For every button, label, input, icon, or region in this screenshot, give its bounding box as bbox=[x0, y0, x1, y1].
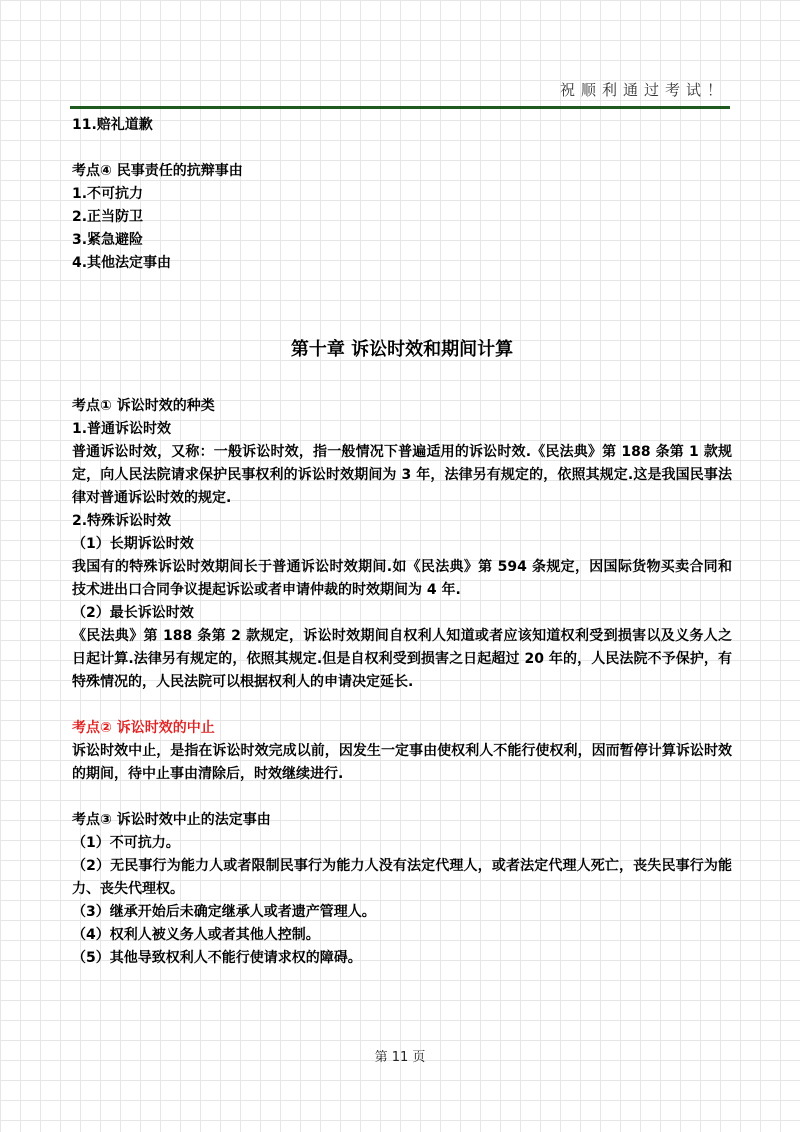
spacer bbox=[72, 137, 732, 160]
header-motto: 祝顺利通过考试！ bbox=[559, 81, 728, 99]
subsection-heading: 1.普通诉讼时效 bbox=[72, 421, 172, 437]
list-item: （5）其他导致权利人不能行使请求权的障碍。 bbox=[72, 950, 362, 966]
list-item: 4.其他法定事由 bbox=[72, 255, 172, 271]
list-item: （4）权利人被义务人或者其他人控制。 bbox=[72, 927, 320, 943]
list-item: （1）不可抗力。 bbox=[72, 835, 180, 851]
spacer bbox=[72, 786, 732, 809]
list-item: 1.不可抗力 bbox=[72, 186, 144, 202]
list-item: （2）无民事行为能力人或者限制民事行为能力人没有法定代理人，或者法定代理人死亡，丧失民事行为能力、丧失代理权。 bbox=[72, 858, 732, 897]
subsection-heading: （1）长期诉讼时效 bbox=[72, 536, 194, 552]
list-item: 2.正当防卫 bbox=[72, 209, 144, 225]
section-heading: 考点④ 民事责任的抗辩事由 bbox=[72, 163, 243, 179]
page-content bbox=[72, 114, 732, 970]
section-heading: 考点① 诉讼时效的种类 bbox=[72, 398, 215, 414]
subsection-heading: （2）最长诉讼时效 bbox=[72, 605, 194, 621]
section-heading-highlight: 考点② 诉讼时效的中止 bbox=[72, 720, 215, 736]
header-rule bbox=[70, 106, 730, 109]
spacer bbox=[72, 275, 732, 321]
paragraph: 我国有的特殊诉讼时效期间长于普通诉讼时效期间.如《民法典》第 594 条规定，因国际货物买卖合同和技术进出口合同争议提起诉讼或者申请仲裁的时效期间为 4 年. bbox=[72, 559, 732, 598]
page-number: 第 11 页 bbox=[374, 1050, 426, 1065]
chapter-title: 第十章 诉讼时效和期间计算 bbox=[290, 339, 514, 360]
paragraph: 普通诉讼时效，又称：一般诉讼时效，指一般情况下普遍适用的诉讼时效.《民法典》第 188 条第 1 款规定，向人民法院请求保护民事权利的诉讼时效期间为 3 年，法律另有规定的，依照其规定.这是我国民事法律对普通诉讼时效的规定. bbox=[72, 444, 732, 506]
section-heading: 考点③ 诉讼时效中止的法定事由 bbox=[72, 812, 271, 828]
spacer bbox=[72, 694, 732, 717]
paragraph: 诉讼时效中止，是指在诉讼时效完成以前，因发生一定事由使权利人不能行使权利，因而暂停计算诉讼时效的期间，待中止事由清除后，时效继续进行. bbox=[72, 743, 732, 782]
list-item: （3）继承开始后未确定继承人或者遗产管理人。 bbox=[72, 904, 376, 920]
subsection-heading: 2.特殊诉讼时效 bbox=[72, 513, 172, 529]
paragraph: 《民法典》第 188 条第 2 款规定，诉讼时效期间自权利人知道或者应该知道权利受到损害以及义务人之日起计算.法律另有规定的，依照其规定.但是自权利受到损害之日起超过 20 年的，人民法院不予保护，有特殊情况的，人民法院可以根据权利人的申请决定延长. bbox=[72, 628, 732, 690]
list-item: 3.紧急避险 bbox=[72, 232, 144, 248]
list-item: 11.赔礼道歉 bbox=[72, 117, 153, 133]
